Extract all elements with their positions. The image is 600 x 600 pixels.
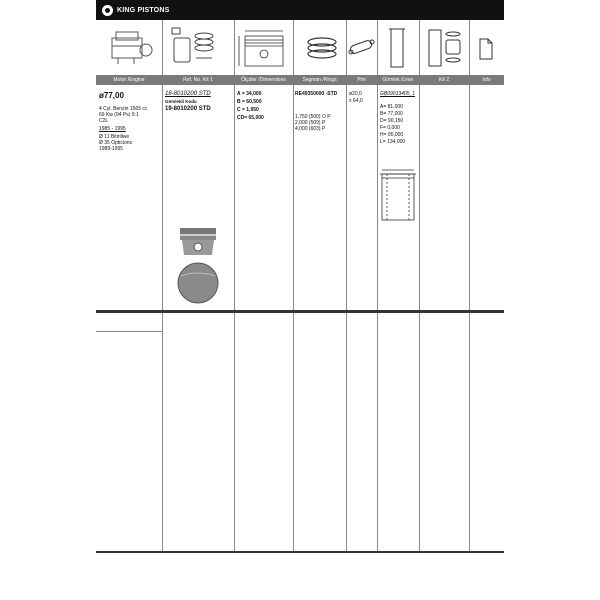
liner-dimension-h: H= 95,000 xyxy=(380,132,404,138)
column-divider xyxy=(469,20,470,310)
liner-dimension-l: L= 134,000 xyxy=(380,139,406,145)
engine-bore: ø77,00 xyxy=(99,91,124,100)
brand-logo xyxy=(102,4,169,16)
liner-dimension-d: D= 90,150 xyxy=(380,118,404,124)
column-header-kit2: Kit 2 xyxy=(438,77,449,83)
column-divider xyxy=(346,20,347,310)
brand-bar xyxy=(96,0,504,20)
piston-side-image xyxy=(178,227,218,257)
column-header-kit1: Ref. No. Kit 1 xyxy=(183,77,213,83)
column-divider xyxy=(419,20,420,310)
piston-top-image xyxy=(177,262,219,304)
liner-drawing-image xyxy=(380,168,418,224)
engine-power: 69 Kw (94 Ps) 9:1 xyxy=(99,112,139,118)
piston-dimensions-icon xyxy=(237,26,291,72)
column-divider xyxy=(346,313,347,551)
engine-icon xyxy=(106,28,154,68)
column-header-engine: Motor /Engine xyxy=(113,77,145,83)
column-divider xyxy=(469,313,470,551)
ring-spec: 1,750 (500) O P xyxy=(295,114,331,120)
piston-pin-icon xyxy=(346,32,376,62)
kit1-liner-label: Gömlekli Kodu xyxy=(165,99,197,104)
column-divider xyxy=(419,313,420,551)
column-header-info: Info xyxy=(482,77,491,83)
engine-description: 4 Cyl. Benzin 1565 cc xyxy=(99,106,148,112)
piston-liner-kit-icon xyxy=(426,26,466,70)
column-divider xyxy=(377,20,378,310)
rings-code[interactable]: RE49350000 -STD xyxy=(295,91,338,97)
column-divider xyxy=(293,313,294,551)
brand-name: KING PISTONS xyxy=(117,6,170,14)
liner-code[interactable]: GB09013405_1 xyxy=(380,91,416,97)
ring-spec: 2,000 (509) P xyxy=(295,120,326,126)
kit1-liner-code[interactable]: 19-8010200 STD xyxy=(165,106,211,112)
liner-dimension-f: F= 0,000 xyxy=(380,125,400,131)
footer-separator xyxy=(96,551,504,553)
column-header-pin: Pim xyxy=(357,77,366,83)
engine-note: Ø 11 Bitiriliwe xyxy=(99,134,130,140)
dimension-cd: CD= 65,000 xyxy=(237,115,264,121)
dimension-a: A = 34,000 xyxy=(237,91,262,97)
column-divider xyxy=(234,313,235,551)
engine-note: 1989-1995 xyxy=(99,146,123,152)
column-divider xyxy=(162,20,163,310)
rings-icon xyxy=(304,30,340,66)
section-separator xyxy=(96,310,504,313)
engine-years: 1985 - 1995 xyxy=(99,126,126,132)
column-header-rings: Segman /Rings xyxy=(302,77,337,83)
engine-code: C2L xyxy=(99,118,109,124)
column-divider xyxy=(234,20,235,310)
column-divider xyxy=(162,313,163,551)
kit1-ref-number[interactable]: 18-8010200 STD xyxy=(165,91,211,97)
engine-note: Ø 35 Opticions xyxy=(99,140,133,146)
document-info-icon xyxy=(478,38,494,60)
brand-emblem-icon xyxy=(102,5,113,16)
liner-dimension-a: A= 81,000 xyxy=(380,104,403,110)
column-header-dimensions: Ölçüler /Dimensions xyxy=(241,77,286,83)
pin-diameter: ø20,0 xyxy=(349,91,362,97)
ring-spec: 4,000 (603) P xyxy=(295,126,326,132)
column-header-row xyxy=(96,75,504,85)
dimension-b: B = 60,500 xyxy=(237,99,262,105)
liner-dimension-b: B= 77,000 xyxy=(380,111,403,117)
engine-cell-divider xyxy=(96,331,162,332)
dimension-c: C = 1,950 xyxy=(237,107,259,113)
column-divider xyxy=(293,20,294,310)
cylinder-liner-icon xyxy=(388,26,406,70)
column-divider xyxy=(377,313,378,551)
icon-row xyxy=(96,20,504,76)
column-header-liner: Gömlek /Liner xyxy=(382,77,414,83)
piston-kit-icon xyxy=(168,26,218,70)
pin-length: x 64,0 xyxy=(349,98,363,104)
catalog-sheet xyxy=(96,0,504,600)
